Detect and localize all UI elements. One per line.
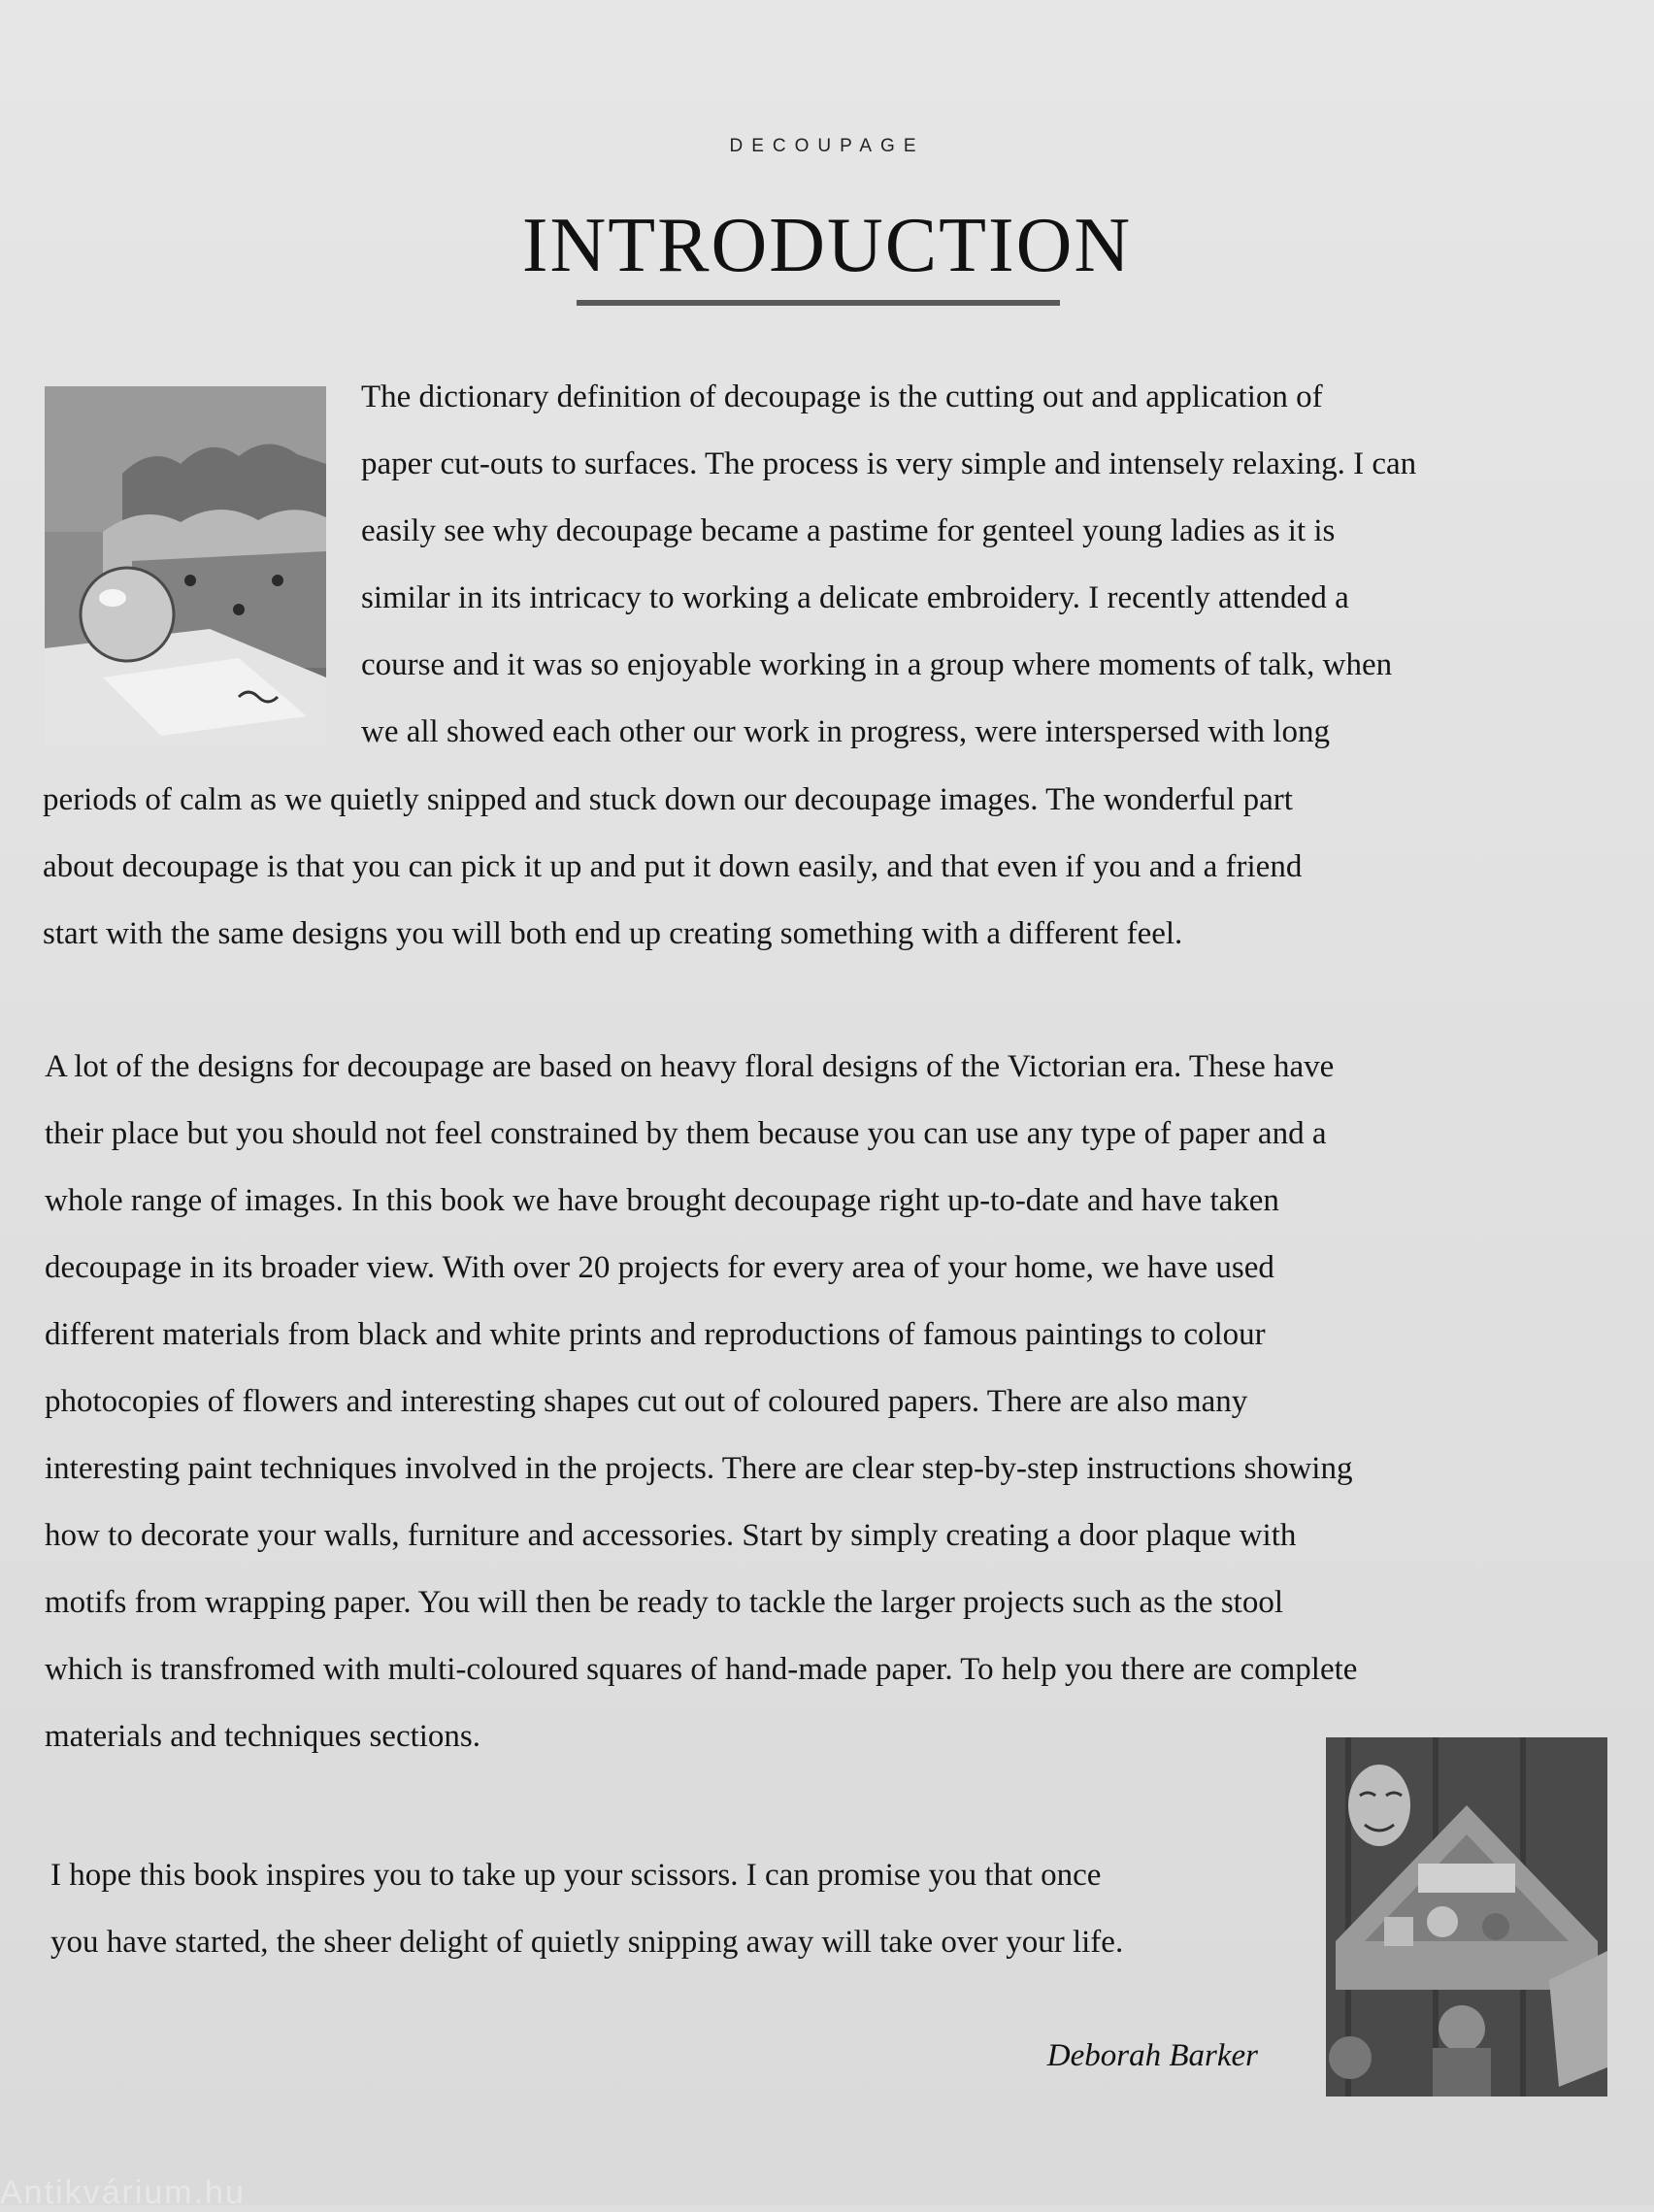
text-line: about decoupage is that you can pick it up and put it down easily, and that even if you and a friend — [43, 849, 1303, 884]
text-line: decoupage in its broader view. With over 20 projects for every area of your home, we have used — [45, 1250, 1274, 1285]
second-paragraph — [45, 1034, 1617, 1770]
text-line: start with the same designs you will both end up creating something with a different feel. — [43, 916, 1183, 951]
door-plaque-photo — [1326, 1737, 1607, 2096]
running-head: DECOUPAGE — [729, 136, 925, 156]
text-line: which is transfromed with multi-coloured squares of hand-made paper. To help you there are complete — [45, 1652, 1358, 1687]
title-underline — [577, 300, 1060, 306]
text-line: paper cut-outs to surfaces. The process is very simple and intensely relaxing. I can — [361, 446, 1417, 481]
text-line: course and it was so enjoyable working in a group where moments of talk, when — [361, 647, 1393, 682]
text-line: periods of calm as we quietly snipped and stuck down our decoupage images. The wonderful part — [43, 782, 1293, 817]
text-line: their place but you should not feel constrained by them because you can use any type of paper and a — [45, 1116, 1327, 1151]
text-line: how to decorate your walls, furniture and accessories. Start by simply creating a door plaque with — [45, 1518, 1297, 1553]
text-line: different materials from black and white prints and reproductions of famous paintings to colour — [45, 1317, 1266, 1352]
watermark: Antikvárium.hu — [0, 2174, 246, 2211]
decoupage-box-photo — [45, 386, 326, 745]
text-line: we all showed each other our work in progress, were interspersed with long — [361, 714, 1330, 749]
text-line: you have started, the sheer delight of quietly snipping away will take over your life. — [50, 1925, 1124, 1960]
text-line: I hope this book inspires you to take up your scissors. I can promise you that once — [50, 1858, 1102, 1893]
text-line: similar in its intricacy to working a delicate embroidery. I recently attended a — [361, 580, 1349, 615]
text-line: The dictionary definition of decoupage is the cutting out and application of — [361, 380, 1323, 414]
text-line: motifs from wrapping paper. You will then be ready to tackle the larger projects such as the stool — [45, 1585, 1284, 1620]
text-line: easily see why decoupage became a pastime for genteel young ladies as it is — [361, 513, 1336, 548]
text-line: materials and techniques sections. — [45, 1719, 481, 1754]
intro-paragraph-upper — [361, 364, 1613, 766]
page-title: INTRODUCTION — [521, 203, 1133, 288]
intro-paragraph-lower — [43, 767, 1615, 968]
closing-paragraph — [50, 1842, 1312, 1976]
text-line: interesting paint techniques involved in the projects. There are clear step-by-step instructions showing — [45, 1451, 1353, 1486]
text-line: A lot of the designs for decoupage are based on heavy floral designs of the Victorian era. These have — [45, 1049, 1335, 1084]
author-signature: Deborah Barker — [1046, 2038, 1258, 2073]
text-line: whole range of images. In this book we have brought decoupage right up-to-date and have taken — [45, 1183, 1279, 1218]
text-line: photocopies of flowers and interesting shapes cut out of coloured papers. There are also many — [45, 1384, 1248, 1419]
